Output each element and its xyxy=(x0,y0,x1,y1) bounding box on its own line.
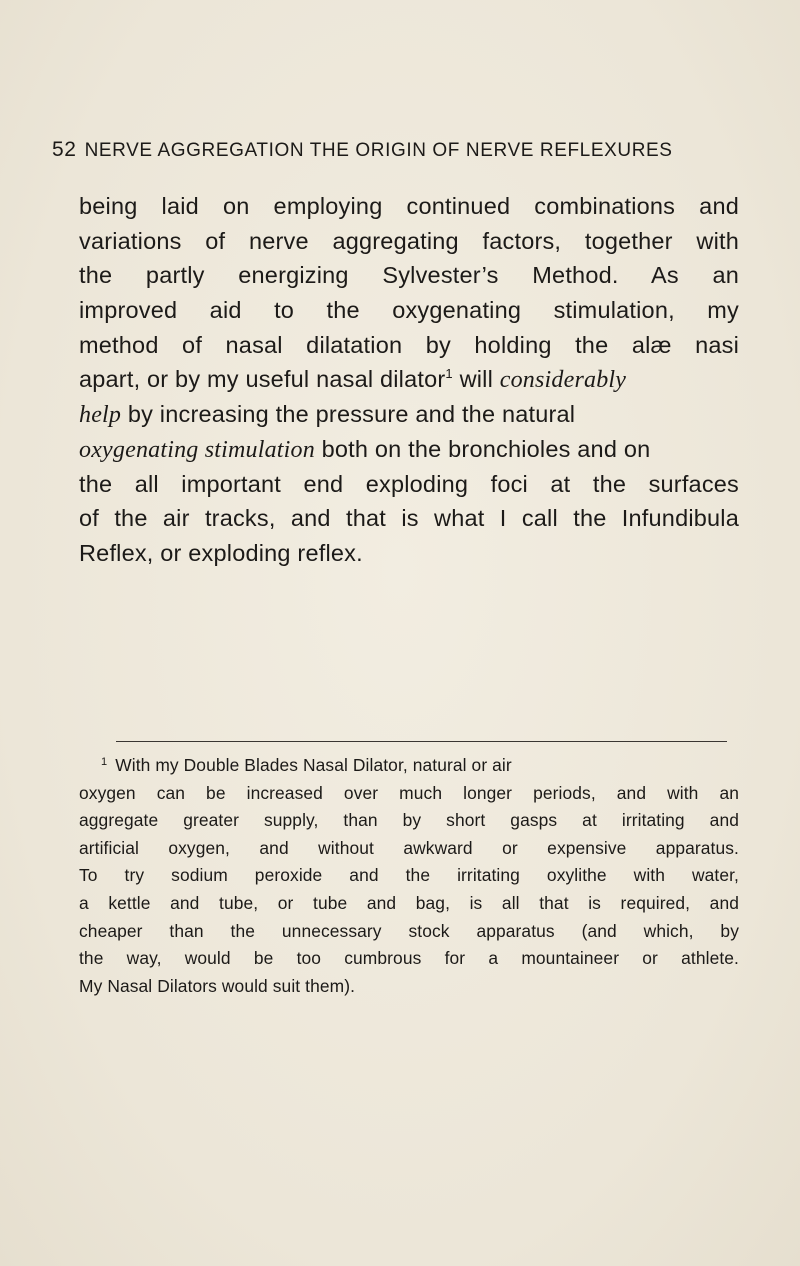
body-line: variations of nerve aggregating factors, together with xyxy=(79,227,739,254)
body-text-run: apart, or by my useful nasal dilator xyxy=(79,366,446,393)
footnote-marker: 1 xyxy=(101,756,108,768)
italic-emphasis: oxygenating stimulation xyxy=(79,436,315,463)
body-text-run: will xyxy=(452,366,500,393)
page-number: 52 xyxy=(52,138,77,161)
footnote-line: aggregate greater supply, than by short gasps at irritating and xyxy=(79,810,739,831)
footnote xyxy=(79,752,739,1000)
footnote-line: To try sodium peroxide and the irritating oxylithe with water, xyxy=(79,865,739,886)
italic-emphasis: help xyxy=(79,402,122,429)
footnote-line: cheaper than the unnecessary stock apparatus (and which, by xyxy=(79,920,739,941)
footnote-divider xyxy=(116,741,727,742)
footnote-reference: 1 xyxy=(445,366,453,382)
footnote-line: My Nasal Dilators would suit them). xyxy=(79,975,356,996)
footnote-text-run: With my Double Blades Nasal Dilator, natural or air xyxy=(115,755,512,775)
footnote-line: the way, would be too cumbrous for a mountaineer or athlete. xyxy=(79,948,739,969)
body-line: being laid on employing continued combinations and xyxy=(79,193,739,219)
body-text-run: by increasing the pressure and the natural xyxy=(121,401,576,428)
body-line: the partly energizing Sylvester’s Method. As an xyxy=(79,262,739,289)
body-line: the all important end exploding foci at the surfaces xyxy=(79,470,739,497)
body-line: Reflex, or exploding reflex. xyxy=(79,539,363,566)
running-header xyxy=(52,138,752,162)
italic-emphasis: considerably xyxy=(499,367,627,394)
footnote-line: a kettle and tube, or tube and bag, is all that is required, and xyxy=(79,892,739,913)
body-line: of the air tracks, and that is what I call the Infundibula xyxy=(79,505,739,532)
body-line: method of nasal dilatation by holding the alæ nasi xyxy=(79,331,739,358)
footnote-line xyxy=(79,752,739,780)
body-text-run: both on the bronchioles and on xyxy=(314,435,651,462)
body-line: improved aid to the oxygenating stimulation, my xyxy=(79,297,739,324)
body-line xyxy=(79,397,739,432)
body-line xyxy=(79,432,739,467)
running-title: NERVE AGGREGATION THE ORIGIN OF NERVE REFLEXURES xyxy=(84,140,673,161)
body-paragraph xyxy=(79,189,739,571)
footnote-line: artificial oxygen, and without awkward or expensive apparatus. xyxy=(79,837,739,858)
footnote-line: oxygen can be increased over much longer periods, and with an xyxy=(79,782,739,803)
body-line xyxy=(79,362,739,397)
